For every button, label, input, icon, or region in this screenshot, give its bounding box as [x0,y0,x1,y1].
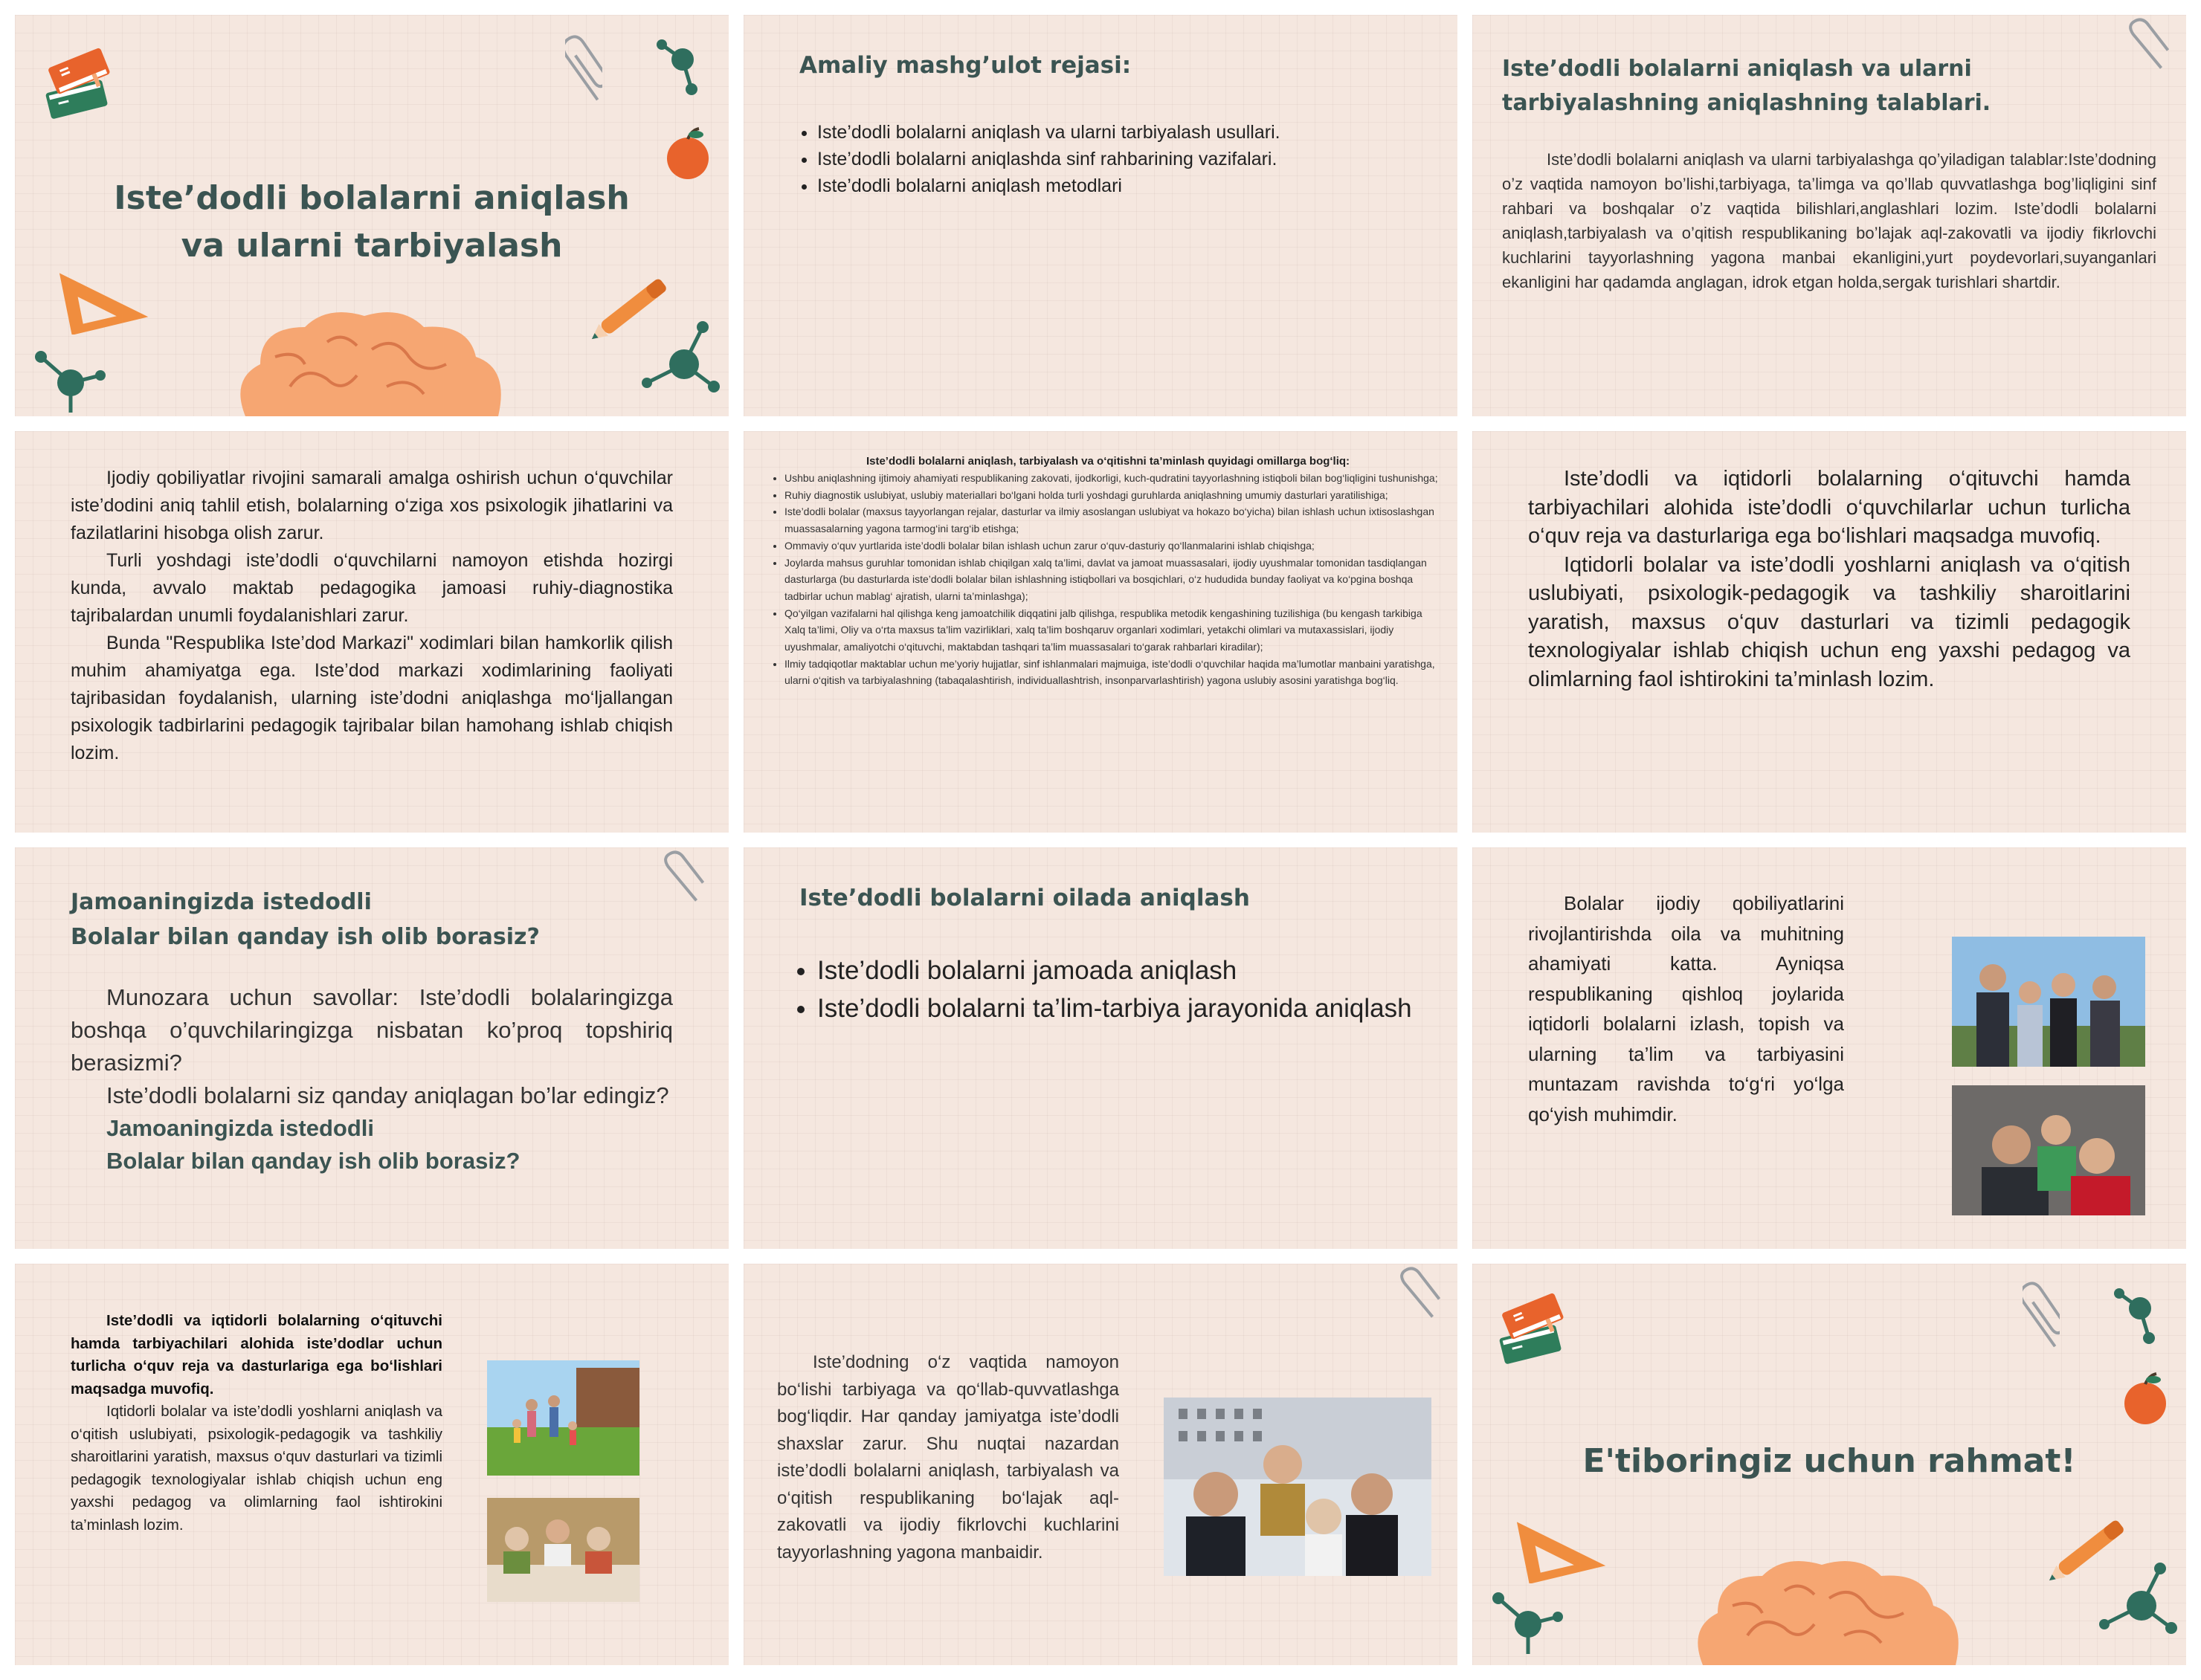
factors-list [770,470,1439,689]
book-stack-icon [37,41,119,123]
slide-heading [71,885,540,954]
molecule-icon [647,30,714,97]
paperclip-icon [2127,15,2171,74]
list-item: • Iste’dodli bolalarni aniqlash va ularni tarbiyalash usullari. [817,119,1427,146]
list-item: • Ruhiy diagnostik uslubiyat, uslubiy materiallari bo‘lgani holda turli yoshdagi guruhlarda aniqlashning umumiy dasturlari yaratilishiga; [784,487,1439,504]
family-dinner-photo [487,1498,639,1602]
molecule-icon [2104,1279,2171,1345]
paperclip-icon [2023,1275,2060,1357]
slide-body [71,465,673,767]
molecule-icon [30,342,112,416]
slide-5-factors [744,431,1457,833]
book-stack-icon [1491,1286,1573,1368]
slide-body: Iste’dodning o‘z vaqtida namoyon bo‘lishi tarbiyaga va qo‘llab-quvvatlashga bog‘liqdir. Har qanday jamiyatga iste’dodli shaxslar zarur. Shu nuqtai nazardan iste’dodli bolalarni aniqlash, tarbiyalash va o‘qitish respublikaning bo‘lajak aql-zakovatli va ijodiy fikrlovchi kuchlarini tayyorlashning yagona manbaidir. [777,1352,1119,1563]
paragraph: Iste’dodli va iqtidorli bolalarning o‘qituvchi hamda tarbiyachilari alohida iste’dodli o‘quvchilarlar uchun turlicha o‘quv reja va dasturlariga ega bo‘lishlari maqsadga muvofiq. [1528,467,2130,548]
slide-1-title [15,15,729,416]
slide-body: Bolalar ijodiy qobiliyatlarini rivojlantirishda oila va muhitning ahamiyati katta. Ayniqsa respublikaning qishloq joylarida iqtidorli bolalarni izlash, topish va ularning ta’lim va tarbiyasini muntazam ravishda to‘g‘ri yo‘lga qo‘yish muhimdir. [1528,892,1844,1125]
paperclip-icon [565,28,602,110]
slide-heading: Iste’dodli bolalarni oilada aniqlash [799,885,1250,911]
list-item: • Joylarda mahsus guruhlar tomonidan ishlab chiqilgan xalq ta’limi, davlat va jamoat muassasalari, ijodiy uyushmalar tomonidan tasdiqlangan dasturlarga (bu dasturlarda iste’dodli bolalar bilan ishlashning istiqbollari va bosqichlari, o‘z hududida bunday faoliyat va ko‘pgina boshqa tadbirlar uchun mablag‘ ajratish, ularni ta’minlashga); [784,555,1439,605]
slide-2-plan [744,15,1457,416]
slide-body: Iste’dodli bolalarni aniqlash va ularni tarbiyalashga qo’yiladigan talablar:Iste’dodning o’z vaqtida namoyon bo’lishi,tarbiyaga, ta’limga va qo’llab quvvatlashga bog’liqligini sinf rahbari va boshqalar o’z vaqtida bilishlari,anglashlari lozim. Iste’dodli bolalarni aniqlash,tarbiyalash va o’qitish respublikaning bo’lajak aql-zakovatli va ijodiy fikrlovchi kuchlarini tayyorlashning yagona manbai ekanligini,yurt poydevorlari,suyanganlari ekanligini har qadamda anglagan, idrok etgan holda,sergak turishlari shartdir. [1502,150,2156,291]
paragraph: Bunda "Respublika Iste’dod Markazi" xodimlari bilan hamkorlik qilish muhim ahamiyatga ega. Iste’dod markazi xodimlarining faoliyati tajribasidan foydalanish, ularning iste’dodni aniqlashga mo‘ljallangan psixologik tadbirlarini pedagogik tajribalar bilan hamohang ishlab chiqish lozim. [71,633,673,763]
molecule-icon [1487,1583,1569,1658]
brain-icon [1688,1554,1970,1665]
thanks-title: E'tiboringiz uchun rahmat! [1582,1442,2076,1480]
bold-paragraph: Iste’dodli va iqtidorli bolalarning o‘qituvchi hamda tarbiyachilari alohida iste’dodlar uchun turlicha o‘quv reja va dasturlariga ega bo‘lishlari maqsadga muvofiq. [71,1312,442,1398]
paragraph: Munozara uchun savollar: Iste’dodli bolalaringizga boshqa o’quvchilaringizga nisbatan ko’proq topshiriq berasizmi? [71,984,673,1076]
title-line-2: va ularni tarbiyalash [181,227,563,265]
list-item: • Iste’dodli bolalarni aniqlashda sinf rahbarining vazifalari. [817,146,1427,172]
list-item: • Iste’dodli bolalarni jamoada aniqlash [817,952,1419,989]
molecule-icon [639,312,721,401]
slide-6-teachers [1472,431,2186,833]
slide-body [71,981,673,1177]
list-item: • Qo‘yilgan vazifalarni hal qilishga keng jamoatchilik diqqatini jalb qilishga, respublika metodik kengashining tuzilishiga (bu kengash tarkibiga Xalq ta’limi, Oliy va o‘rta maxsus ta’lim vazirliklari, xalq ta’lim boshqaruv organlari xodimlari, yetakchi olimlari va mutaxassislari, ijodiy uyushmalar, amaliyotchi o‘qituvchi, maktabdan tashqari ta’lim muassasalari to‘garak rahbarlari kiradilar); [784,605,1439,656]
slide-heading [1502,52,1991,120]
slide-heading: Amaliy mashg’ulot rejasi: [799,52,1132,79]
slide-3-requirements [1472,15,2186,416]
ruler-triangle-icon [56,253,152,335]
slide-4-analysis [15,431,729,833]
slide-12-thanks [1472,1264,2186,1665]
heading-line-2: Bolalar bilan qanday ish olib borasiz? [71,924,540,950]
ruler-triangle-icon [1513,1502,1610,1583]
family-photo [1952,1085,2145,1215]
paperclip-icon [1398,1264,1443,1323]
heading-line-1: Iste’dodli bolalarni aniqlash va ularni [1502,56,1972,82]
family-photo [1164,1398,1431,1576]
slide-9-environment [1472,847,2186,1249]
paragraph: Iqtidorli bolalar va iste’dodli yoshlarni aniqlash va o‘qitish uslubiyati, psixologik-pedagogik va tashkiliy sharoitlarini yaratish, maxsus o‘quv dasturlari va tizimli pedagogik texnologiyalar ishlab chiqish uchun eng yaxshi pedagog va olimlarning faol ishtirokini ta’minlash lozim. [1528,552,2130,691]
molecule-icon [2097,1554,2179,1643]
slide-heading: Iste’dodli bolalarni aniqlash, tarbiyalash va o‘qitishni ta’minlash quyidagi omillarga bog‘liq: [866,455,1350,468]
bold-line: Bolalar bilan qanday ish olib borasiz? [106,1148,521,1174]
family-photo [1952,937,2145,1067]
list-item: • Ilmiy tadqiqotlar maktablar uchun me’yoriy hujjatlar, sinf ishlanmalari majmuiga, iste’dodli o‘quvchilar haqida ma’lumotlar manbaini yaratishga, ularni o‘qitish va tarbiyalashning (tabaqalashtirish, individuallashtrish, insonparvarlashtirish) yagona uslubiy asosini yaratishga bog‘liq. [784,656,1439,689]
park-photo [487,1360,639,1476]
slide-11-society [744,1264,1457,1665]
paragraph: Turli yoshdagi iste’dodli o‘quvchilarni namoyon etishda hozirgi kunda, avvalo maktab pedagogika jamoasi ruhiy-diagnostika tajribalardan unumli foydalanishlari zarur. [71,550,673,626]
list-item: • Ommaviy o‘quv yurtlarida iste’dodli bolalar bilan ishlash uchun zarur o‘quv-dasturiy qo‘llanmalarini ishlab chiqishga; [784,537,1439,555]
apple-icon [2119,1368,2171,1427]
heading-line-1: Jamoaningizda istedodli [71,889,372,915]
bold-line: Jamoaningizda istedodli [106,1115,374,1141]
heading-line-2: tarbiyalashning aniqlashning talablari. [1502,90,1991,116]
title-line-1: Iste’dodli bolalarni aniqlash [114,179,630,217]
list-item: • Iste’dodli bolalarni aniqlash metodlari [817,172,1427,199]
paragraph: Iste’dodli bolalarni siz qanday aniqlagan bo’lar edingiz? [106,1082,669,1108]
slide-10-programs [15,1264,729,1665]
list-item: • Iste’dodli bolalarni ta’lim-tarbiya jarayonida aniqlash [817,989,1419,1027]
slide-7-discussion [15,847,729,1249]
brain-icon [231,305,513,416]
slide-body [1528,465,2130,694]
slide-8-family [744,847,1457,1249]
family-list [799,952,1419,1027]
paperclip-icon [662,847,706,907]
list-item: • Iste’dodli bolalar (maxsus tayyorlangan rejalar, dasturlar va ilmiy asoslangan uslubiyat va hokazo bo‘yicha) bilan ishlash uchun ixtisoslashgan muassasalarning yagona tarmog‘ini targ‘ib etishga; [784,503,1439,537]
paragraph: Iqtidorli bolalar va iste’dodli yoshlarni aniqlash va o‘qitish uslubiyati, psixologik-pedagogik va tashkiliy sharoitlarini yaratish, maxsus o‘quv dasturlari va tizimli pedagogik texnologiyalar ishlab chiqish uchun eng yaxshi pedagog va olimlarning faol ishtirokini ta’minlash lozim. [71,1403,442,1534]
plan-list [799,119,1427,199]
paragraph: Ijodiy qobiliyatlar rivojini samarali amalga oshirish uchun o‘quvchilar iste’dodini aniq tahlil etish, bolalarning o‘ziga xos psixologik jihatlarini va fazilatlarini hisobga olish zarur. [71,468,673,543]
apple-icon [662,123,714,182]
slide-body [71,1310,442,1537]
list-item: • Ushbu aniqlashning ijtimoiy ahamiyati respublikaning zakovati, ijodkorligi, kuch-qudratini tayyorlashning istiqboli bilan bog‘liqligini tushunishga; [784,470,1439,487]
